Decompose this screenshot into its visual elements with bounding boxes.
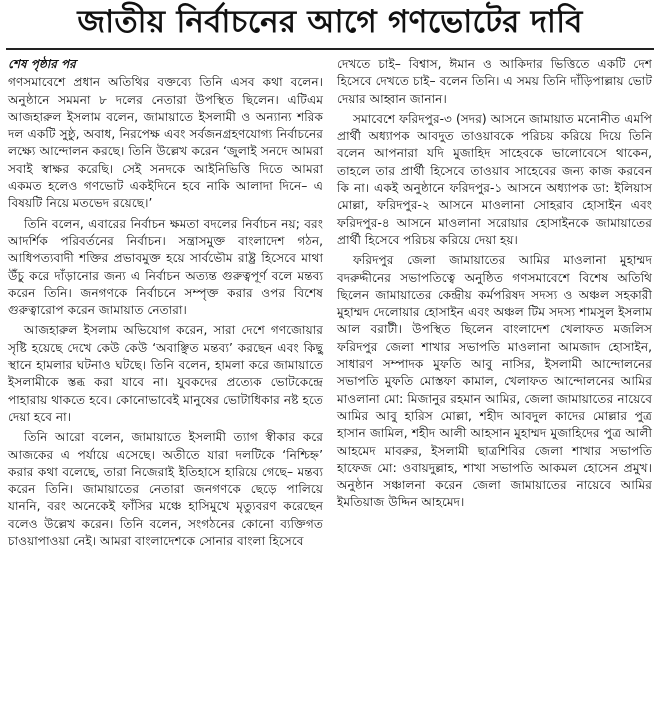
article-body bbox=[0, 50, 660, 716]
left-column bbox=[8, 56, 323, 716]
paragraph: গণসমাবেশে প্রধান অতিথির বক্তব্যে তিনি এসব কথা বলেন। অনুষ্ঠানে সমমনা ৮ দলের নেতারা উপস্থিত ছিলেন। এটিএম আজহারুল ইসলাম বলেন, জামায়াতে ইসলামী ও অন্যান্য শরিক দল একটি সুষ্ঠু, অবাধ, নিরপেক্ষ এবং সর্বজনগ্রহণযোগ্য নির্বাচনের লক্ষ্যে আন্দোলন করছে। তিনি উল্লেখ করেন ‘জুলাই সনদে আমরা সবাই স্বাক্ষর করেছি। সেই সনদকে আইনিভিত্তি দিতে আমরা একমত হলেও গণভোট একইদিনে হবে নাকি আলাদা দিনে– এ বিষয়টি নিয়ে মতভেদ রয়েছে।’ bbox=[8, 75, 323, 211]
paragraph: তিনি বলেন, এবারের নির্বাচন ক্ষমতা বদলের নির্বাচন নয়; বরং আদর্শিক পরিবর্তনের নির্বাচন। সন্ত্রাসমুক্ত বাংলাদেশ গঠন, আধিপত্যবাদী শক্তির প্রভাবমুক্ত হয়ে সার্বভৌম রাষ্ট্র হিসেবে মাথা উঁচু করে দাঁড়ানোর জন্য এ নির্বাচন অত্যন্ত গুরুত্বপূর্ণ বলে মন্তব্য করেন তিনি। জনগণকে নির্বাচনে সম্পৃক্ত করার ওপর বিশেষ গুরুত্বারোপ করেন জামায়াত নেতারা। bbox=[8, 216, 323, 318]
right-column bbox=[337, 56, 652, 716]
paragraph: আজহারুল ইসলাম অভিযোগ করেন, সারা দেশে গণজোয়ার সৃষ্টি হয়েছে দেখে কেউ কেউ ‘অবাঞ্ছিত মন্তব্য’ করছেন এবং কিছু স্থানে হামলার ঘটনাও ঘটছে। তিনি বলেন, হামলা করে জামায়াতে ইসলামীকে স্তব্ধ করা যাবে না। যুবকদের প্রত্যেক ভোটকেন্দ্রে পাহারায় থাকতে হবে। কোনোভাবেই মানুষের ভোটাধিকার নষ্ট হতে দেয়া হবে না। bbox=[8, 323, 323, 424]
headline: জাতীয় নির্বাচনের আগে গণভোটের দাবি bbox=[77, 4, 583, 40]
paragraph: ফরিদপুর জেলা জামায়াতের আমির মাওলানা মুহাম্মদ বদরুদ্দীনের সভাপতিত্বে অনুষ্ঠিত গণসমাবেশে বিশেষ অতিথি ছিলেন জামায়াতের কেন্দ্রীয় কর্মপরিষদ সদস্য ও অঞ্চল সহকারী মুহাম্মদ দেলোয়ার হোসাইন এবং অঞ্চল টিম সদস্য শামসুল ইসলাম আল বরাটী। উপস্থিত ছিলেন বাংলাদেশ খেলাফত মজলিস ফরিদপুর জেলা শাখার সভাপতি মাওলানা আমজাদ হোসাইন, সাধারণ সম্পাদক মুফতি আবু নাসির, ইসলামী আন্দোলনের সভাপতি মুফতি মোস্তফা কামাল, খেলাফত আন্দোলনের আমির মাওলানা মো: মিজানুর রহমান আমির, জেলা জামায়াতের নায়েবে আমির আবু হারিস মোল্লা, শহীদ আবদুল কাদের মোল্লার পুত্র হাসান জামিল, শহীদ আলী আহসান মুহাম্মদ মুজাহিদের পুত্র আলী আহমেদ মাবরুর, ইসলামী ছাত্রশিবির জেলা শাখার সভাপতি হাফেজ মো: ওবায়দুল্লাহ, শাখা সভাপতি আকমল হোসেন প্রমুখ। অনুষ্ঠান সঞ্চালনা করেন জেলা জামায়াতের নায়েবে আমির ইমতিয়াজ উদ্দিন আহমেদ। bbox=[337, 253, 652, 510]
paragraph: তিনি আরো বলেন, জামায়াতে ইসলামী ত্যাগ স্বীকার করে আজকের এ পর্যায়ে এসেছে। অতীতে যারা দলটিকে ‘নিশ্চিহ্ন’ করার কথা বলেছে, তারা নিজেরাই ইতিহাসে হারিয়ে গেছে– মন্তব্য করেন তিনি। জামায়াতের নেতারা জনগণকে ছেড়ে পালিয়ে যাননি, বরং অনেকেই ফাঁসির মঞ্চে হাসিমুখে মৃত্যুবরণ করেছেন বলেও উল্লেখ করেন। তিনি বলেন, সংগঠনের কোনো ব্যক্তিগত চাওয়াপাওয়া নেই। আমরা বাংলাদেশকে সোনার বাংলা হিসেবে bbox=[8, 430, 323, 549]
paragraph: দেখতে চাই– বিশ্বাস, ঈমান ও আকিদার ভিত্তিতে একটি দেশ হিসেবে দেখতে চাই– বলেন তিনি। এ সময় তিনি দাঁড়িপাল্লায় ভোট দেয়ার আহ্বান জানান। bbox=[337, 57, 652, 106]
continued-from-kicker: শেষ পৃষ্ঠার পর bbox=[8, 57, 76, 71]
paragraph: সমাবেশে ফরিদপুর-৩ (সদর) আসনে জামায়াত মনোনীত এমপি প্রার্থী অধ্যাপক আবদুত তাওয়াবকে পরিচয় করিয়ে দিয়ে তিনি বলেন আপনারা যদি মুজাহিদ সাহেবকে ভালোবেসে থাকেন, তাহলে তার প্রার্থী হিসেবে তাওয়াব সাহেবের জন্য কাজ করবেন কি না। একই অনুষ্ঠানে ফরিদপুর-১ আসনে অধ্যাপক ডা: ইলিয়াস মোল্লা, ফরিদপুর-২ আসনে মাওলানা সোহরাব হোসাইন এবং ফরিদপুর-৪ আসনে মাওলানা সরোয়ার হোসাইনকে জামায়াতের প্রার্থী হিসেবে পরিচয় করিয়ে দেয়া হয়। bbox=[337, 111, 652, 247]
